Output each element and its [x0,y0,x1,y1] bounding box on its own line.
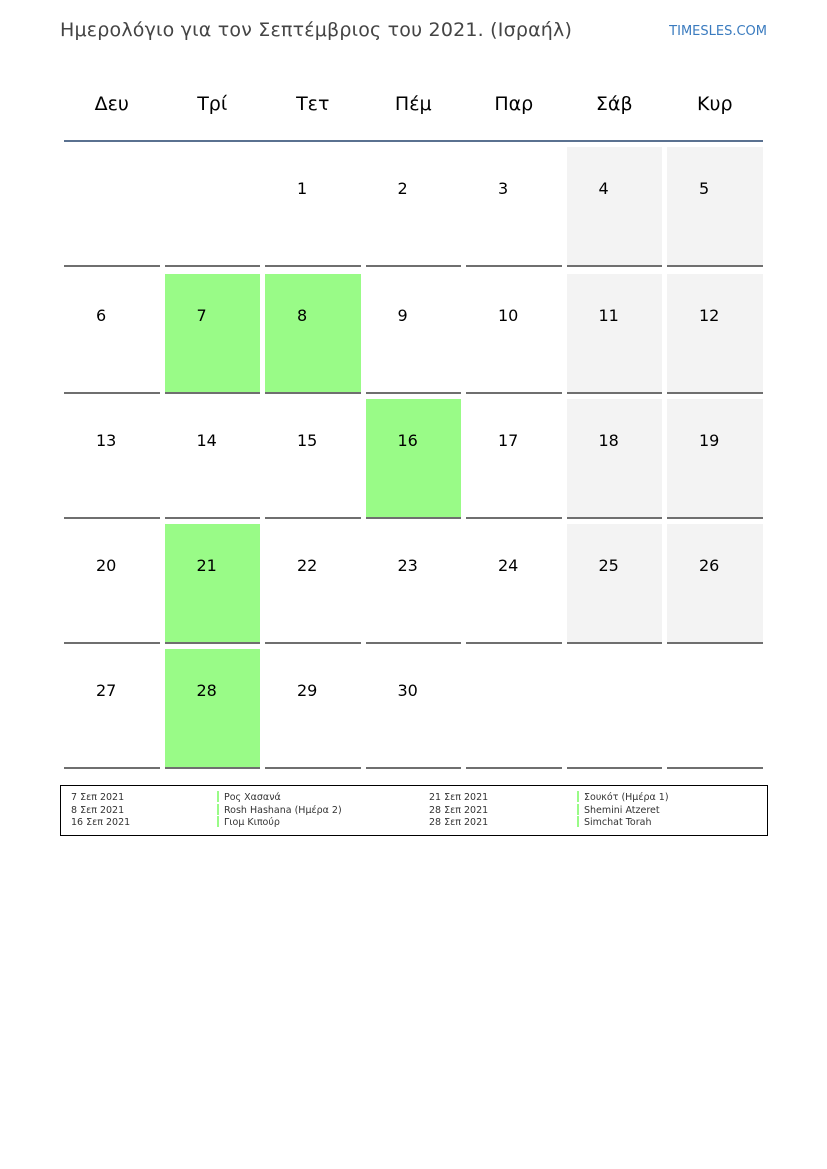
day-number: 25 [598,556,619,575]
day-cell[interactable] [265,274,361,394]
day-cell[interactable] [466,399,562,519]
site-link[interactable]: TIMESLES.COM [669,24,767,39]
day-cell[interactable] [366,274,462,394]
legend-names-right [577,792,669,830]
day-cell[interactable] [567,274,663,394]
empty-day-cell [64,147,160,267]
holiday-color-marker [577,816,579,827]
legend-dates-right [429,792,488,830]
holiday-color-marker [217,791,219,802]
day-number: 6 [96,306,107,325]
legend-date: 28 Σεπ 2021 [429,804,489,816]
day-cell[interactable] [165,274,261,394]
day-number: 29 [297,681,318,700]
weekday-label: Σάβ [595,93,633,115]
holiday-color-marker [577,791,579,802]
day-number: 9 [397,306,408,325]
day-number: 5 [699,179,710,198]
legend-entry [217,805,342,818]
day-number: 11 [598,306,619,325]
week-row [64,142,763,269]
day-number: 2 [397,179,408,198]
legend-date: 8 Σεπ 2021 [71,804,125,816]
legend-date: 7 Σεπ 2021 [71,792,125,803]
day-cell[interactable] [64,649,160,769]
day-number: 16 [397,431,418,450]
day-cell[interactable] [366,399,462,519]
day-cell[interactable] [567,399,663,519]
day-cell[interactable] [366,649,462,769]
day-cell[interactable] [64,524,160,644]
day-number: 26 [699,556,720,575]
day-number: 10 [498,306,519,325]
legend-entry [577,805,669,818]
day-cell[interactable] [165,649,261,769]
day-number: 17 [498,431,519,450]
weekday-label: Κυρ [696,93,733,115]
empty-day-cell [466,649,562,769]
legend-entry [577,792,669,805]
day-cell[interactable] [265,147,361,267]
day-number: 23 [397,556,418,575]
day-number: 27 [96,681,117,700]
legend-date: 21 Σεπ 2021 [429,792,489,803]
legend-entry [217,792,342,805]
day-cell[interactable] [567,147,663,267]
day-cell[interactable] [165,524,261,644]
day-cell[interactable] [567,524,663,644]
day-number: 13 [96,431,117,450]
legend-holiday-name: Shemini Atzeret [584,804,660,816]
page-title: Ημερολόγιο για τον Σεπτέμβριος του 2021. (Ισραήλ) [60,19,573,41]
day-number: 24 [498,556,519,575]
day-cell[interactable] [466,274,562,394]
day-number: 22 [297,556,318,575]
day-cell[interactable] [466,147,562,267]
week-row [64,394,763,519]
legend-date: 16 Σεπ 2021 [71,817,131,828]
legend-date: 28 Σεπ 2021 [429,817,489,828]
holiday-color-marker [577,804,579,815]
day-cell[interactable] [667,524,763,644]
weeks-container [64,142,763,769]
day-cell[interactable] [265,399,361,519]
day-number: 14 [196,431,217,450]
weekday-label: Τετ [296,93,330,115]
day-number: 7 [196,306,207,325]
legend-holiday-name: Ρος Χασανά [224,792,281,803]
day-number: 1 [297,179,308,198]
legend-entry [217,817,342,830]
day-cell[interactable] [165,399,261,519]
day-number: 18 [598,431,619,450]
day-cell[interactable] [667,399,763,519]
week-row [64,519,763,644]
holiday-legend [60,785,768,836]
legend-holiday-name: Γιομ Κιπούρ [224,817,280,828]
empty-day-cell [165,147,261,267]
legend-holiday-name: Rosh Hashana (Ημέρα 2) [224,804,342,816]
week-row [64,644,763,769]
weekday-label: Παρ [494,93,534,115]
day-cell[interactable] [265,524,361,644]
legend-entry [577,817,669,830]
day-number: 15 [297,431,318,450]
day-cell[interactable] [366,147,462,267]
holiday-color-marker [217,804,219,815]
calendar-grid [64,70,763,769]
weekday-label: Δευ [94,93,129,115]
weekday-header-row [64,70,763,142]
holiday-color-marker [217,816,219,827]
legend-names-left [217,792,342,830]
empty-day-cell [567,649,663,769]
day-number: 30 [397,681,418,700]
day-cell[interactable] [64,399,160,519]
day-number: 12 [699,306,720,325]
empty-day-cell [667,649,763,769]
day-cell[interactable] [466,524,562,644]
day-cell[interactable] [64,274,160,394]
weekday-label: Πέμ [394,93,432,115]
day-number: 21 [196,556,217,575]
day-number: 3 [498,179,509,198]
day-cell[interactable] [667,274,763,394]
day-number: 4 [598,179,609,198]
day-number: 19 [699,431,720,450]
day-number: 20 [96,556,117,575]
weekday-label: Τρί [197,93,228,115]
day-cell[interactable] [265,649,361,769]
day-number: 8 [297,306,308,325]
day-cell[interactable] [366,524,462,644]
legend-dates-left [71,792,130,830]
week-row [64,269,763,394]
day-number: 28 [196,681,217,700]
legend-holiday-name: Σουκότ (Ημέρα 1) [584,792,669,803]
day-cell[interactable] [667,147,763,267]
legend-holiday-name: Simchat Torah [584,817,652,828]
